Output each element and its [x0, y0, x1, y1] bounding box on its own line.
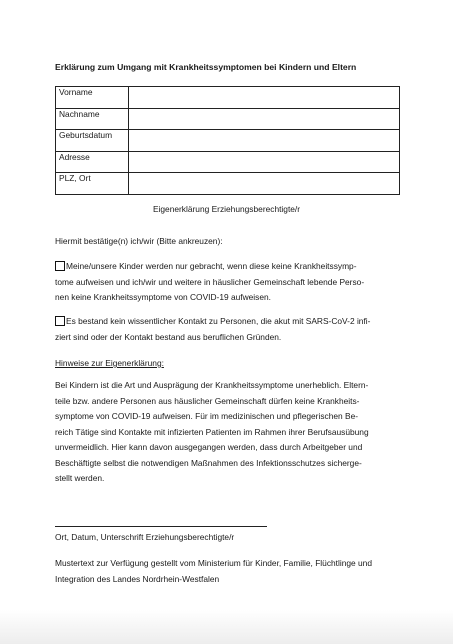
notes-line: stellt werden. [55, 473, 105, 483]
footer-note [55, 556, 372, 587]
table-row [56, 151, 400, 173]
field-input-vorname[interactable] [129, 87, 400, 109]
self-declaration-heading: Eigenerklärung Erziehungsberechtigte/r [152, 204, 301, 214]
option-2-block [55, 314, 370, 345]
notes-line: reich Tätige sind Kontakte mit infizierten Patienten im Rahmen ihrer Berufsausübung [55, 426, 369, 437]
notes-line: unvermeidlich. Hier kann davon ausgegangen werden, dass durch Arbeitgeber und [55, 442, 363, 452]
option-2-line: ziert sind oder der Kontakt bestand aus beruflichen Gründen. [55, 331, 282, 342]
field-input-geburtsdatum[interactable] [129, 130, 400, 152]
option-1-block [55, 259, 364, 306]
option-2-text: Es bestand kein wissentlicher Kontakt zu Personen, die akut mit SARS-CoV-2 infi- [66, 316, 371, 326]
table-row [56, 108, 400, 130]
table-row [56, 130, 400, 152]
field-label-plz-ort: PLZ, Ort [56, 173, 129, 195]
personal-data-table [55, 86, 400, 195]
document-title: Erklärung zum Umgang mit Krankheitssymptomen bei Kindern und Eltern [55, 62, 357, 72]
page-bottom-shade [0, 610, 453, 644]
option-1-line [55, 259, 364, 275]
signature-label: Ort, Datum, Unterschrift Erziehungsberechtigte/r [55, 532, 235, 542]
field-input-nachname[interactable] [129, 108, 400, 130]
field-input-plz-ort[interactable] [129, 173, 400, 195]
field-label-adresse: Adresse [56, 151, 129, 173]
field-label-vorname: Vorname [56, 87, 129, 109]
option-1-text: Meine/unsere Kinder werden nur gebracht, wenn diese keine Krankheitssymp- [66, 261, 357, 271]
footer-line: Mustertext zur Verfügung gestellt vom Ministerium für Kinder, Familie, Flüchtlinge und [55, 558, 372, 568]
table-row [56, 173, 400, 195]
notes-line: Bei Kindern ist die Art und Ausprägung der Krankheitssymptome unerheblich. Eltern- [55, 380, 369, 390]
footer-line: Integration des Landes Nordrhein-Westfalen [55, 573, 220, 584]
option-1-line: nen keine Krankheitssymptome von COVID-19 aufweisen. [55, 292, 271, 302]
field-label-geburtsdatum: Geburtsdatum [56, 130, 129, 152]
field-input-adresse[interactable] [129, 151, 400, 173]
field-label-nachname: Nachname [56, 108, 129, 130]
notes-line: teile bzw. andere Personen aus häuslicher Gemeinschaft dürfen keine Krankheits- [55, 395, 360, 406]
notes-heading: Hinweise zur Eigenerklärung: [55, 358, 164, 368]
table-row [56, 87, 400, 109]
option-2-checkbox[interactable] [55, 316, 65, 326]
notes-line: symptome von COVID-19 aufweisen. Für im medizinischen und pflegerischen Be- [55, 411, 359, 421]
signature-line[interactable] [55, 526, 267, 527]
option-2-line [55, 314, 370, 330]
option-1-checkbox[interactable] [55, 261, 65, 271]
confirm-intro: Hiermit bestätige(n) ich/wir (Bitte ankreuzen): [55, 236, 223, 246]
notes-paragraph [55, 378, 369, 487]
option-1-line: tome aufweisen und ich/wir und weitere in häuslicher Gemeinschaft lebende Perso- [55, 276, 365, 287]
notes-line: Beschäftigte selbst die notwendigen Maßnahmen des Infektionsschutzes sicherge- [55, 457, 362, 468]
